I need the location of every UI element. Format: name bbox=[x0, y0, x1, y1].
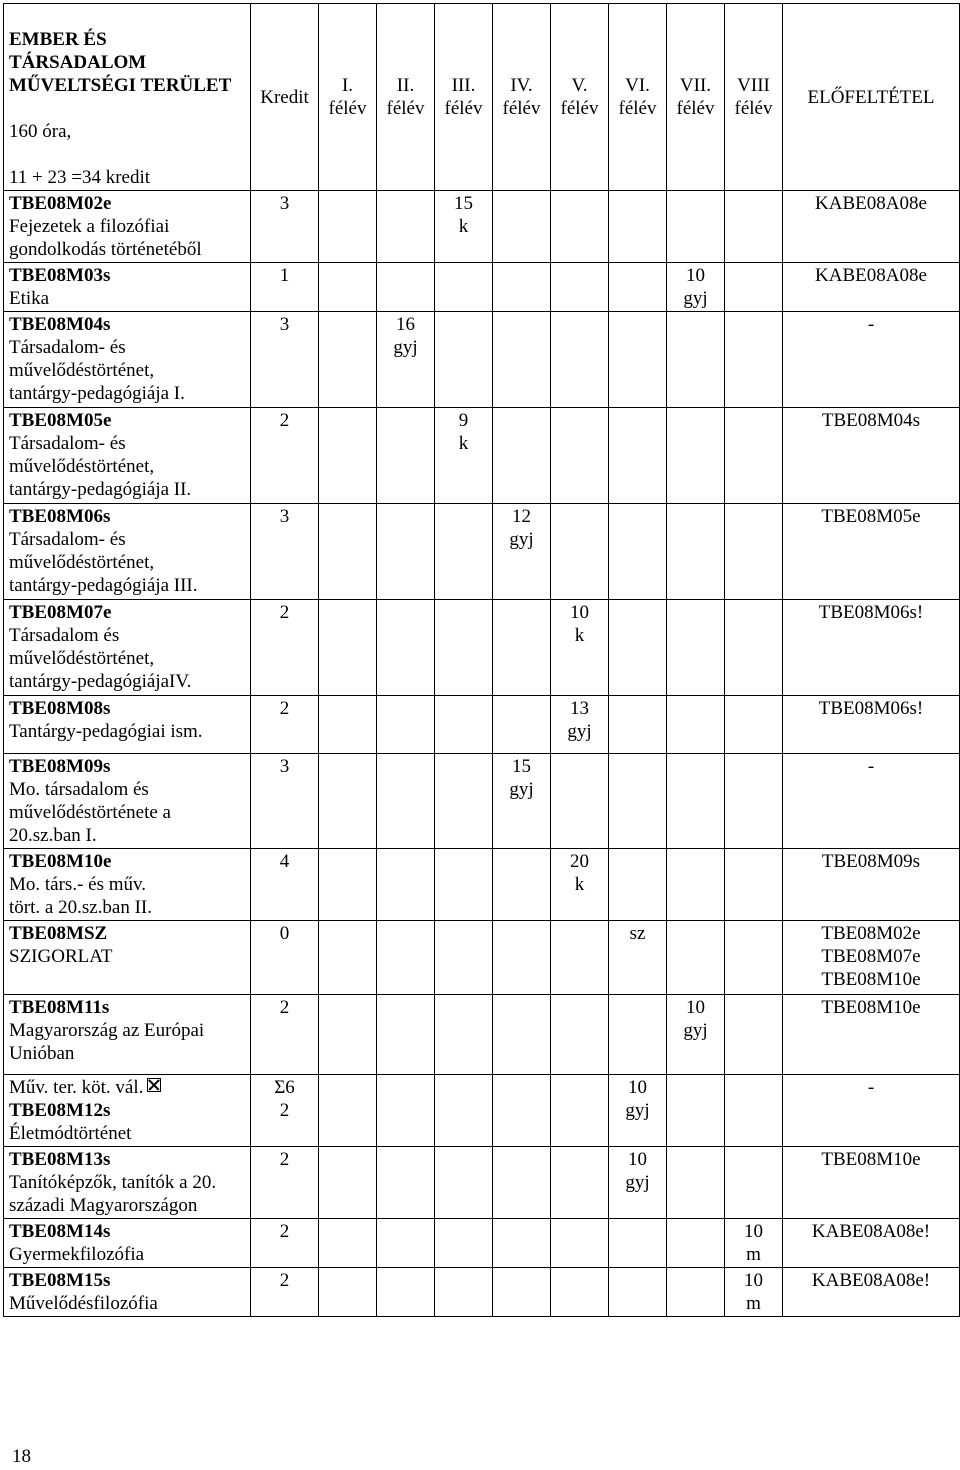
course-cell bbox=[4, 1075, 251, 1147]
prerequisite-cell: TBE08M06s! bbox=[783, 600, 960, 696]
semester-cell-7 bbox=[667, 408, 725, 504]
semester-cell-4 bbox=[493, 600, 551, 696]
course-title: Életmódtörténet bbox=[9, 1123, 132, 1144]
course-code: TBE08M05e bbox=[9, 410, 112, 431]
semester-cell-3 bbox=[435, 921, 493, 995]
credit-value: 4 bbox=[279, 851, 290, 872]
semester-cell-2 bbox=[377, 1075, 435, 1147]
semester-cell-8 bbox=[725, 263, 783, 312]
course-code: TBE08M12s bbox=[9, 1100, 111, 1121]
course-row bbox=[4, 849, 960, 921]
semester-cell-4 bbox=[493, 921, 551, 995]
prerequisite-cell: - bbox=[783, 754, 960, 849]
semester-cell-3 bbox=[435, 696, 493, 754]
credit-value: 2 bbox=[279, 602, 290, 623]
credit-value: 1 bbox=[279, 265, 290, 286]
course-code: TBE08M03s bbox=[9, 265, 111, 286]
semester-cell-3 bbox=[435, 1147, 493, 1219]
credit-value: 3 bbox=[279, 314, 290, 335]
prerequisite-cell: - bbox=[783, 312, 960, 408]
semester-cell-3 bbox=[435, 754, 493, 849]
course-code: TBE08M02e bbox=[9, 193, 112, 214]
course-row bbox=[4, 600, 960, 696]
prerequisite-cell: KABE08A08e bbox=[783, 191, 960, 263]
semester-cell-4: 12 gyj bbox=[493, 504, 551, 600]
semester-cell-5 bbox=[551, 1075, 609, 1147]
semester-cell-4 bbox=[493, 849, 551, 921]
prerequisite-cell: KABE08A08e! bbox=[783, 1219, 960, 1268]
semester-cell-5: 20 k bbox=[551, 849, 609, 921]
course-row bbox=[4, 1075, 960, 1147]
semester-cell-7 bbox=[667, 1075, 725, 1147]
semester-cell-3: 9 k bbox=[435, 408, 493, 504]
semester-cell-2 bbox=[377, 408, 435, 504]
course-row bbox=[4, 408, 960, 504]
semester-header-6: VI. félév bbox=[609, 4, 667, 191]
semester-cell-5 bbox=[551, 1219, 609, 1268]
course-cell bbox=[4, 1268, 251, 1317]
semester-cell-1 bbox=[319, 1219, 377, 1268]
semester-header-3: III. félév bbox=[435, 4, 493, 191]
semester-header-7: VII. félév bbox=[667, 4, 725, 191]
credit-value: 2 bbox=[279, 1221, 290, 1242]
course-code: TBE08M10e bbox=[9, 851, 112, 872]
course-code: TBE08M14s bbox=[9, 1221, 111, 1242]
course-row bbox=[4, 754, 960, 849]
course-cell bbox=[4, 600, 251, 696]
course-row bbox=[4, 504, 960, 600]
semester-cell-8: 10 m bbox=[725, 1219, 783, 1268]
area-credits: 11 + 23 =34 kredit bbox=[9, 167, 151, 188]
semester-cell-1 bbox=[319, 696, 377, 754]
semester-cell-6: sz bbox=[609, 921, 667, 995]
semester-cell-8: 10 m bbox=[725, 1268, 783, 1317]
course-title: Etika bbox=[9, 288, 50, 309]
semester-cell-6 bbox=[609, 754, 667, 849]
semester-cell-5 bbox=[551, 312, 609, 408]
semester-cell-1 bbox=[319, 1268, 377, 1317]
course-title: Mo. társadalom és művelődéstörténete a 20.sz.ban I. bbox=[9, 779, 171, 846]
prerequisite-cell: - bbox=[783, 1075, 960, 1147]
semester-cell-6 bbox=[609, 995, 667, 1075]
semester-cell-2 bbox=[377, 504, 435, 600]
course-title: Társadalom- és művelődéstörténet, tantárgy-pedagógiája I. bbox=[9, 337, 185, 404]
credit-cell bbox=[251, 312, 319, 408]
semester-cell-1 bbox=[319, 408, 377, 504]
course-title: Társadalom és művelődéstörténet, tantárgy-pedagógiájaIV. bbox=[9, 625, 192, 692]
semester-cell-2 bbox=[377, 263, 435, 312]
semester-cell-2 bbox=[377, 995, 435, 1075]
credit-value: 3 bbox=[279, 193, 290, 214]
credit-cell bbox=[251, 600, 319, 696]
course-cell bbox=[4, 995, 251, 1075]
semester-cell-8 bbox=[725, 696, 783, 754]
semester-cell-2 bbox=[377, 1147, 435, 1219]
semester-cell-7 bbox=[667, 600, 725, 696]
prerequisite-cell: KABE08A08e! bbox=[783, 1268, 960, 1317]
semester-cell-2 bbox=[377, 849, 435, 921]
semester-cell-7 bbox=[667, 921, 725, 995]
semester-cell-8 bbox=[725, 921, 783, 995]
semester-cell-1 bbox=[319, 263, 377, 312]
semester-cell-5: 10 k bbox=[551, 600, 609, 696]
semester-cell-4 bbox=[493, 312, 551, 408]
semester-cell-6 bbox=[609, 312, 667, 408]
semester-cell-5 bbox=[551, 408, 609, 504]
course-cell bbox=[4, 263, 251, 312]
semester-cell-4 bbox=[493, 191, 551, 263]
course-title: SZIGORLAT bbox=[9, 946, 113, 967]
semester-cell-1 bbox=[319, 754, 377, 849]
credit-value: 2 bbox=[279, 410, 290, 431]
course-cell bbox=[4, 1219, 251, 1268]
course-rows bbox=[4, 191, 960, 1317]
course-title: Magyarország az Európai Unióban bbox=[9, 1020, 205, 1064]
semester-cell-3 bbox=[435, 1219, 493, 1268]
semester-cell-7 bbox=[667, 504, 725, 600]
semester-cell-8 bbox=[725, 1147, 783, 1219]
course-row bbox=[4, 1147, 960, 1219]
semester-header-5: V. félév bbox=[551, 4, 609, 191]
semester-cell-6 bbox=[609, 1219, 667, 1268]
prerequisite-cell: TBE08M06s! bbox=[783, 696, 960, 754]
course-code: TBE08M08s bbox=[9, 698, 111, 719]
semester-cell-1 bbox=[319, 191, 377, 263]
page-number: 18 bbox=[12, 1446, 31, 1467]
semester-cell-6 bbox=[609, 849, 667, 921]
course-cell bbox=[4, 1147, 251, 1219]
semester-cell-8 bbox=[725, 191, 783, 263]
semester-cell-3 bbox=[435, 1268, 493, 1317]
semester-cell-4 bbox=[493, 1219, 551, 1268]
semester-cell-2: 16 gyj bbox=[377, 312, 435, 408]
credit-cell bbox=[251, 263, 319, 312]
semester-cell-5 bbox=[551, 191, 609, 263]
semester-cell-5 bbox=[551, 1147, 609, 1219]
semester-cell-5 bbox=[551, 921, 609, 995]
checkbox-x-icon bbox=[147, 1078, 161, 1092]
semester-cell-5 bbox=[551, 1268, 609, 1317]
semester-cell-4 bbox=[493, 408, 551, 504]
credit-cell bbox=[251, 1147, 319, 1219]
semester-cell-7 bbox=[667, 1147, 725, 1219]
course-row bbox=[4, 263, 960, 312]
semester-cell-7 bbox=[667, 754, 725, 849]
semester-cell-8 bbox=[725, 408, 783, 504]
credit-cell bbox=[251, 754, 319, 849]
semester-cell-1 bbox=[319, 1075, 377, 1147]
semester-cell-6 bbox=[609, 1268, 667, 1317]
elective-label: Műv. ter. köt. vál. bbox=[9, 1077, 144, 1098]
prerequisite-cell: KABE08A08e bbox=[783, 263, 960, 312]
kredit-header bbox=[251, 4, 319, 191]
semester-header-1: I. félév bbox=[319, 4, 377, 191]
course-title: Társadalom- és művelődéstörténet, tantárgy-pedagógiája II. bbox=[9, 433, 192, 500]
semester-cell-2 bbox=[377, 191, 435, 263]
course-row bbox=[4, 995, 960, 1075]
credit-cell bbox=[251, 408, 319, 504]
semester-cell-8 bbox=[725, 1075, 783, 1147]
course-cell bbox=[4, 408, 251, 504]
semester-cell-6 bbox=[609, 600, 667, 696]
course-row bbox=[4, 191, 960, 263]
semester-cell-2 bbox=[377, 696, 435, 754]
course-cell bbox=[4, 312, 251, 408]
prerequisite-cell: TBE08M05e bbox=[783, 504, 960, 600]
prerequisite-cell: TBE08M02e TBE08M07e TBE08M10e bbox=[783, 921, 960, 995]
semester-cell-4: 15 gyj bbox=[493, 754, 551, 849]
semester-cell-1 bbox=[319, 995, 377, 1075]
course-code: TBE08M09s bbox=[9, 756, 111, 777]
semester-cell-3 bbox=[435, 263, 493, 312]
credit-cell bbox=[251, 1268, 319, 1317]
semester-cell-6: 10 gyj bbox=[609, 1147, 667, 1219]
semester-cell-1 bbox=[319, 312, 377, 408]
credit-value: 3 bbox=[279, 506, 290, 527]
semester-cell-3 bbox=[435, 849, 493, 921]
semester-cell-8 bbox=[725, 312, 783, 408]
credit-cell bbox=[251, 696, 319, 754]
curriculum-table bbox=[3, 3, 960, 1317]
credit-value: 3 bbox=[279, 756, 290, 777]
course-cell bbox=[4, 191, 251, 263]
course-code: TBE08M13s bbox=[9, 1149, 111, 1170]
credit-value: 2 bbox=[279, 1100, 290, 1121]
semester-cell-8 bbox=[725, 504, 783, 600]
semester-cell-7 bbox=[667, 1268, 725, 1317]
course-title: Tantárgy-pedagógiai ism. bbox=[9, 721, 203, 742]
semester-cell-2 bbox=[377, 600, 435, 696]
course-title: Fejezetek a filozófiai gondolkodás történetéből bbox=[9, 216, 202, 260]
credit-cell bbox=[251, 849, 319, 921]
semester-cell-2 bbox=[377, 1268, 435, 1317]
semester-cell-3 bbox=[435, 1075, 493, 1147]
course-cell bbox=[4, 754, 251, 849]
course-title: Társadalom- és művelődéstörténet, tantárgy-pedagógiája III. bbox=[9, 529, 198, 596]
semester-cell-1 bbox=[319, 921, 377, 995]
area-hours: 160 óra, bbox=[9, 121, 72, 142]
course-row bbox=[4, 1268, 960, 1317]
semester-cell-6 bbox=[609, 408, 667, 504]
course-title: Művelődésfilozófia bbox=[9, 1293, 158, 1314]
semester-cell-5 bbox=[551, 263, 609, 312]
course-row bbox=[4, 921, 960, 995]
semester-cell-6 bbox=[609, 191, 667, 263]
semester-cell-1 bbox=[319, 600, 377, 696]
course-code: TBE08M15s bbox=[9, 1270, 111, 1291]
semester-cell-7 bbox=[667, 696, 725, 754]
prerequisite-cell: TBE08M10e bbox=[783, 1147, 960, 1219]
credit-cell bbox=[251, 921, 319, 995]
semester-cell-3 bbox=[435, 995, 493, 1075]
course-title: Tanítóképzők, tanítók a 20. századi Magyarországon bbox=[9, 1172, 217, 1216]
course-row bbox=[4, 312, 960, 408]
semester-cell-6 bbox=[609, 263, 667, 312]
semester-cell-7 bbox=[667, 849, 725, 921]
semester-cell-5 bbox=[551, 504, 609, 600]
semester-cell-1 bbox=[319, 849, 377, 921]
semester-cell-2 bbox=[377, 921, 435, 995]
credit-cell bbox=[251, 995, 319, 1075]
semester-cell-6: 10 gyj bbox=[609, 1075, 667, 1147]
elective-credit: Σ6 bbox=[274, 1077, 295, 1098]
semester-cell-7 bbox=[667, 312, 725, 408]
credit-cell bbox=[251, 1219, 319, 1268]
semester-cell-3: 15 k bbox=[435, 191, 493, 263]
semester-cell-3 bbox=[435, 504, 493, 600]
semester-header-8: VIII félév bbox=[725, 4, 783, 191]
semester-cell-4 bbox=[493, 263, 551, 312]
semester-cell-4 bbox=[493, 1268, 551, 1317]
course-row bbox=[4, 696, 960, 754]
semester-cell-4 bbox=[493, 1075, 551, 1147]
course-code: TBE08M07e bbox=[9, 602, 112, 623]
semester-cell-7 bbox=[667, 191, 725, 263]
credit-cell bbox=[251, 191, 319, 263]
semester-cell-5 bbox=[551, 995, 609, 1075]
semester-cell-2 bbox=[377, 754, 435, 849]
credit-value: 2 bbox=[279, 997, 290, 1018]
course-cell bbox=[4, 921, 251, 995]
course-cell bbox=[4, 849, 251, 921]
course-code: TBE08M06s bbox=[9, 506, 111, 527]
semester-cell-6 bbox=[609, 696, 667, 754]
semester-cell-5: 13 gyj bbox=[551, 696, 609, 754]
prereq-label: ELŐFELTÉTEL bbox=[807, 86, 935, 108]
semester-cell-2 bbox=[377, 1219, 435, 1268]
semester-cell-7 bbox=[667, 1219, 725, 1268]
prerequisite-cell: TBE08M09s bbox=[783, 849, 960, 921]
course-cell bbox=[4, 696, 251, 754]
semester-cell-7: 10 gyj bbox=[667, 995, 725, 1075]
course-title: Gyermekfilozófia bbox=[9, 1244, 145, 1265]
semester-cell-1 bbox=[319, 1147, 377, 1219]
semester-cell-8 bbox=[725, 849, 783, 921]
semester-cell-6 bbox=[609, 504, 667, 600]
course-row bbox=[4, 1219, 960, 1268]
course-code: TBE08M11s bbox=[9, 997, 110, 1018]
credit-cell bbox=[251, 1075, 319, 1147]
area-heading-cell bbox=[4, 4, 251, 191]
semester-cell-4 bbox=[493, 995, 551, 1075]
prerequisite-cell: TBE08M04s bbox=[783, 408, 960, 504]
kredit-label: Kredit bbox=[260, 86, 309, 108]
credit-cell bbox=[251, 504, 319, 600]
semester-header-4: IV. félév bbox=[493, 4, 551, 191]
semester-cell-1 bbox=[319, 504, 377, 600]
course-code: TBE08M04s bbox=[9, 314, 111, 335]
credit-value: 2 bbox=[279, 1270, 290, 1291]
semester-cell-8 bbox=[725, 754, 783, 849]
course-cell bbox=[4, 504, 251, 600]
area-title: EMBER ÉS TÁRSADALOM MŰVELTSÉGI TERÜLET bbox=[9, 29, 232, 96]
credit-value: 0 bbox=[279, 923, 290, 944]
course-title: Mo. társ.- és műv. tört. a 20.sz.ban II. bbox=[9, 874, 152, 918]
prereq-header bbox=[783, 4, 960, 191]
header-row bbox=[4, 4, 960, 191]
course-code: TBE08MSZ bbox=[9, 923, 108, 944]
semester-cell-8 bbox=[725, 600, 783, 696]
semester-cell-4 bbox=[493, 1147, 551, 1219]
semester-cell-4 bbox=[493, 696, 551, 754]
semester-header-2: II. félév bbox=[377, 4, 435, 191]
credit-value: 2 bbox=[279, 698, 290, 719]
semester-cell-5 bbox=[551, 754, 609, 849]
prerequisite-cell: TBE08M10e bbox=[783, 995, 960, 1075]
semester-cell-8 bbox=[725, 995, 783, 1075]
semester-cell-3 bbox=[435, 312, 493, 408]
credit-value: 2 bbox=[279, 1149, 290, 1170]
semester-cell-3 bbox=[435, 600, 493, 696]
semester-cell-7: 10 gyj bbox=[667, 263, 725, 312]
